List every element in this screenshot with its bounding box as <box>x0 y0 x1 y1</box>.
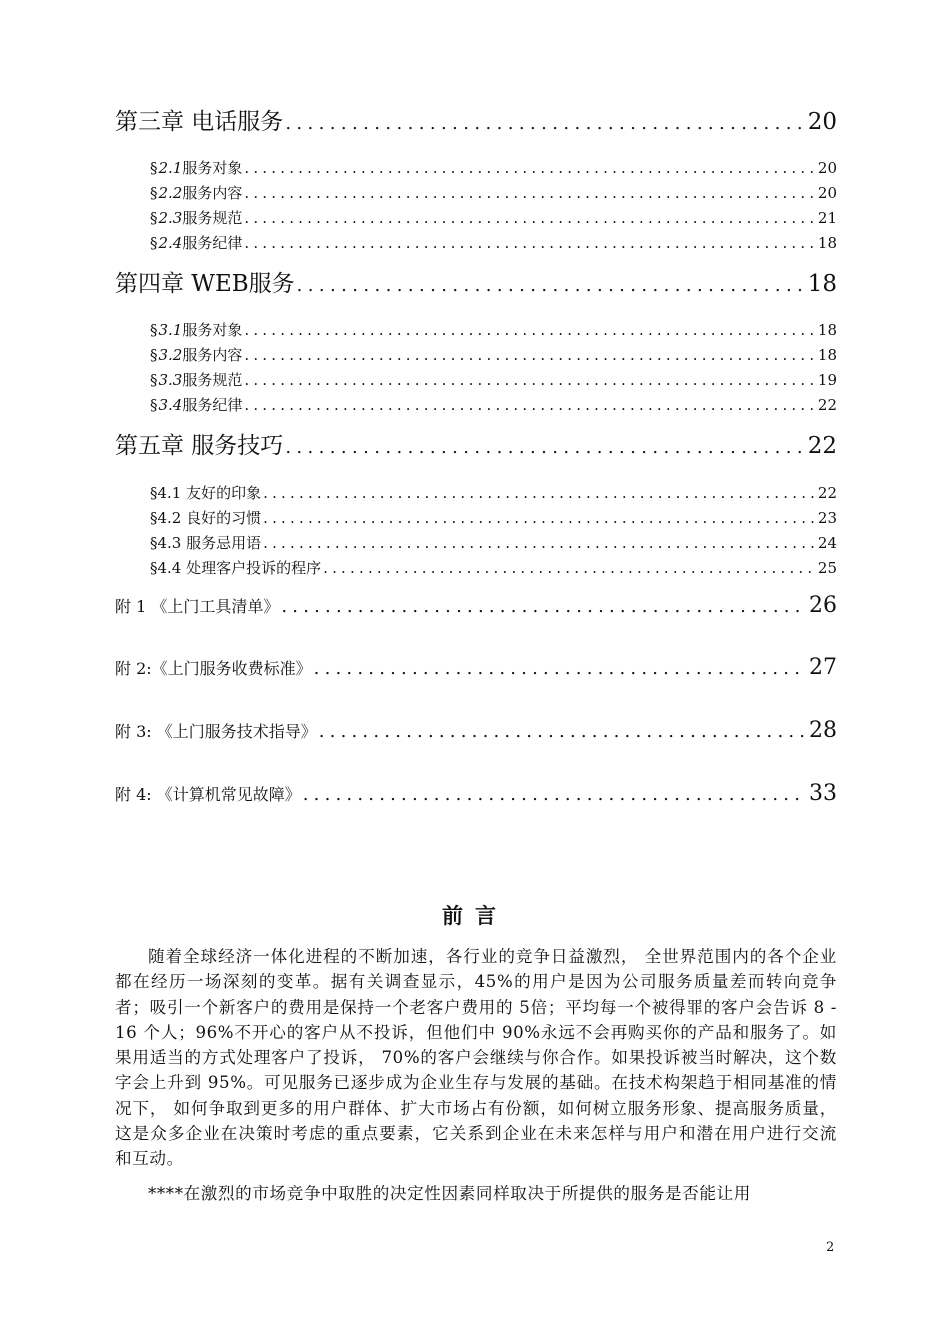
section-number: 3.1 <box>158 321 183 339</box>
toc-page-number: 22 <box>817 396 837 414</box>
toc-page-number: 21 <box>817 209 837 227</box>
toc-appendix-3[interactable] <box>115 718 837 743</box>
toc-leader <box>263 484 814 502</box>
section-title: 服务规范 <box>182 371 243 389</box>
toc-leader <box>244 234 814 252</box>
toc-section-4-3[interactable] <box>150 532 837 553</box>
section-number: 2.4 <box>158 234 183 252</box>
toc-appendix-2[interactable] <box>115 655 837 680</box>
preface-paragraph-continued: ****在激烈的市场竞争中取胜的决定性因素同样取决于所提供的服务是否能让用 <box>148 1184 751 1203</box>
toc-page-number: 18 <box>807 271 837 297</box>
section-title: §4.2 良好的习惯 <box>150 509 262 527</box>
toc-section-3-2[interactable] <box>150 344 837 365</box>
toc-page-number: 27 <box>809 655 837 680</box>
toc-leader <box>303 784 805 805</box>
toc-leader <box>319 721 805 742</box>
toc-section-2-4[interactable] <box>150 232 837 253</box>
toc-page-number: 24 <box>817 534 837 552</box>
toc-appendix-1[interactable] <box>115 593 837 618</box>
toc-page-number: 19 <box>817 371 837 389</box>
toc-page-number: 23 <box>817 509 837 527</box>
toc-section-4-1[interactable] <box>150 482 837 503</box>
toc-page-number: 25 <box>817 559 837 577</box>
toc-page-number: 18 <box>817 321 837 339</box>
toc-section-2-1[interactable] <box>150 157 837 178</box>
section-symbol: § <box>150 371 158 389</box>
section-symbol: § <box>150 321 158 339</box>
appendix-title: 附 3: 《上门服务技术指导》 <box>115 722 317 741</box>
section-number: 2.2 <box>158 184 183 202</box>
toc-leader <box>244 209 814 227</box>
section-number: 3.3 <box>158 371 183 389</box>
section-title: 服务纪律 <box>182 234 243 252</box>
section-title: 服务纪律 <box>182 396 243 414</box>
section-title: §4.1 友好的印象 <box>150 484 262 502</box>
preface-title: 前言 <box>442 903 508 928</box>
toc-chapter-title: 第五章 服务技巧 <box>115 433 284 459</box>
toc-section-4-4[interactable] <box>150 557 837 578</box>
section-title: 服务对象 <box>182 159 243 177</box>
preface-paragraph: 随着全球经济一体化进程的不断加速，各行业的竞争日益激烈， 全世界范围内的各个企业都在经历一场深刻的变革。据有关调查显示，45%的用户是因为公司服务质量差而转向竞争者；吸引一个新客户的费用是保持一个老客户费用的 5倍；平均每一个被得罪的客户会告诉 8 - 16 个人；96%不开心的客户从不投诉，但他们中 90%永远不会再购买你的产品和服务了。如果用适当的方式处理客户了投诉， 70%的客户会继续与你合作。如果投诉被当时解决，这个数字会上升到 95%。可见服务已逐步成为企业生存与发展的基础。在技术构架趋于相同基准的情况下， 如何争取到更多的用户群体、扩大市场占有份额，如何树立服务形象、提高服务质量，这是众多企业在决策时考虑的重点要素，它关系到企业在未来怎样与用户和潜在用户进行交流和互动。 <box>115 947 837 1169</box>
toc-page-number: 20 <box>817 159 837 177</box>
toc-page-number: 26 <box>809 593 837 618</box>
section-symbol: § <box>150 184 158 202</box>
section-symbol: § <box>150 159 158 177</box>
section-title: §4.3 服务忌用语 <box>150 534 262 552</box>
toc-page-number: 20 <box>817 184 837 202</box>
toc-section-3-4[interactable] <box>150 394 837 415</box>
section-symbol: § <box>150 209 158 227</box>
toc-chapter-title: 第四章 WEB服务 <box>115 271 295 297</box>
toc-leader <box>285 437 803 458</box>
toc-section-3-1[interactable] <box>150 319 837 340</box>
toc-chapter-title: 第三章 电话服务 <box>115 109 284 135</box>
toc-appendix-4[interactable] <box>115 781 837 806</box>
section-symbol: § <box>150 234 158 252</box>
toc-leader <box>314 658 805 679</box>
section-title: 服务规范 <box>182 209 243 227</box>
toc-chapter-3[interactable] <box>115 103 837 136</box>
toc-section-2-2[interactable] <box>150 182 837 203</box>
toc-page-number: 22 <box>807 433 837 459</box>
toc-leader <box>297 275 804 296</box>
section-number: 3.4 <box>158 396 183 414</box>
toc-chapter-5[interactable] <box>115 427 837 460</box>
appendix-title: 附 1 《上门工具清单》 <box>115 597 280 616</box>
page-number: 2 <box>826 1240 835 1255</box>
section-title: 服务内容 <box>182 346 243 364</box>
toc-page-number: 33 <box>809 781 837 806</box>
toc-section-3-3[interactable] <box>150 369 837 390</box>
toc-chapter-4[interactable] <box>115 265 837 298</box>
toc-page-number: 28 <box>809 718 837 743</box>
toc-leader <box>263 509 814 527</box>
section-symbol: § <box>150 396 158 414</box>
section-title: §4.4 处理客户投诉的程序 <box>150 559 322 577</box>
toc-leader <box>285 113 803 134</box>
toc-section-4-2[interactable] <box>150 507 837 528</box>
toc-leader <box>244 159 814 177</box>
toc-leader <box>244 184 814 202</box>
section-symbol: § <box>150 346 158 364</box>
toc-leader <box>263 534 814 552</box>
section-number: 3.2 <box>158 346 183 364</box>
section-title: 服务对象 <box>182 321 243 339</box>
toc-page-number: 18 <box>817 234 837 252</box>
toc-leader <box>244 396 814 414</box>
toc-leader <box>281 596 805 617</box>
appendix-title: 附 2:《上门服务收费标准》 <box>115 659 312 678</box>
toc-page-number: 18 <box>817 346 837 364</box>
toc-page-number: 20 <box>807 109 837 135</box>
toc-leader <box>244 321 814 339</box>
toc-leader <box>244 346 814 364</box>
section-number: 2.1 <box>158 159 183 177</box>
toc-page-number: 22 <box>817 484 837 502</box>
section-number: 2.3 <box>158 209 183 227</box>
toc-leader <box>244 371 814 389</box>
appendix-title: 附 4: 《计算机常见故障》 <box>115 785 301 804</box>
toc-leader <box>323 559 814 577</box>
section-title: 服务内容 <box>182 184 243 202</box>
toc-section-2-3[interactable] <box>150 207 837 228</box>
